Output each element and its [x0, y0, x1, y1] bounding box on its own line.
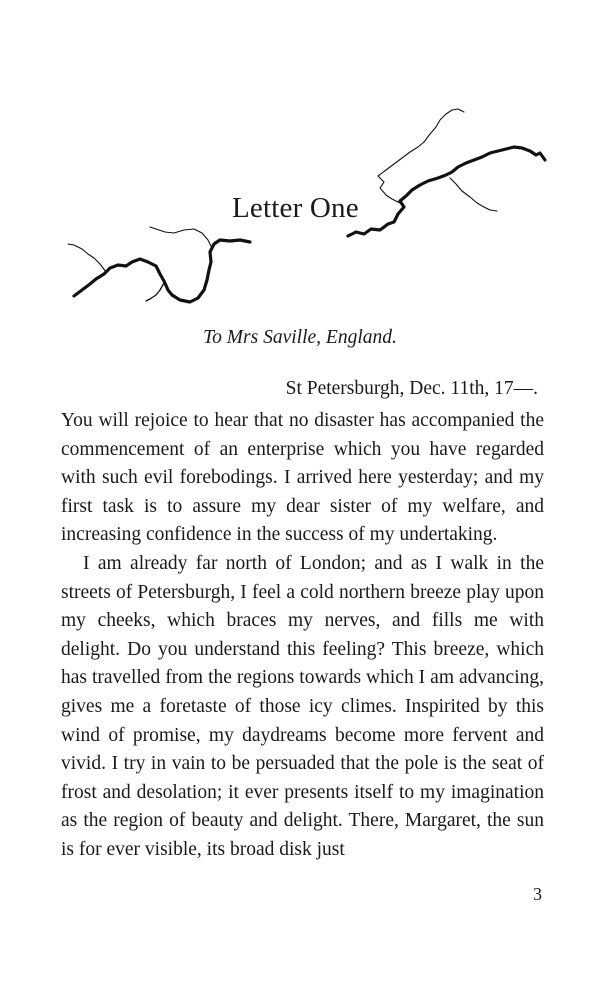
- crack-branch-upper: [378, 109, 464, 203]
- crack-branch-left-lower: [68, 244, 106, 272]
- body-paragraph-1: You will rejoice to hear that no disaster has accompanied the commencement of an enterprise which you have regarded with such evil forebodings. I arrived here yesterday; and my first task is to assure my dear sister of my welfare, and increasing confidence in the success of my undertaking.: [61, 410, 544, 546]
- letter-dateline: St Petersburgh, Dec. 11th, 17—.: [285, 378, 538, 399]
- crack-branch-lower: [450, 178, 497, 211]
- crack-line-right: [348, 147, 545, 236]
- crack-ornament: [0, 0, 600, 330]
- body-paragraph-2: I am already far north of London; and as I walk in the streets of Petersburgh, I feel a cold northern breeze play upon my cheeks, which braces my nerves, and fills me with delight. Do you understand this feeling? This breeze, which has travelled from the regions towards which I am advancing, gives me a foretaste of those icy climes. Inspirited by this wind of promise, my daydreams become more fervent and vivid. I try in vain to be persuaded that the pole is the seat of frost and desolation; it ever presents itself to my imagination as the region of beauty and delight. There, Margaret, the sun is for ever visible, its broad disk just: [61, 553, 544, 860]
- crack-line-left: [74, 240, 250, 302]
- crack-branch-left-bottom: [146, 283, 164, 301]
- page-number: 3: [533, 884, 542, 904]
- crack-branch-left-upper: [150, 227, 212, 248]
- letter-addressee: To Mrs Saville, England.: [203, 327, 397, 348]
- chapter-title: Letter One: [232, 192, 359, 224]
